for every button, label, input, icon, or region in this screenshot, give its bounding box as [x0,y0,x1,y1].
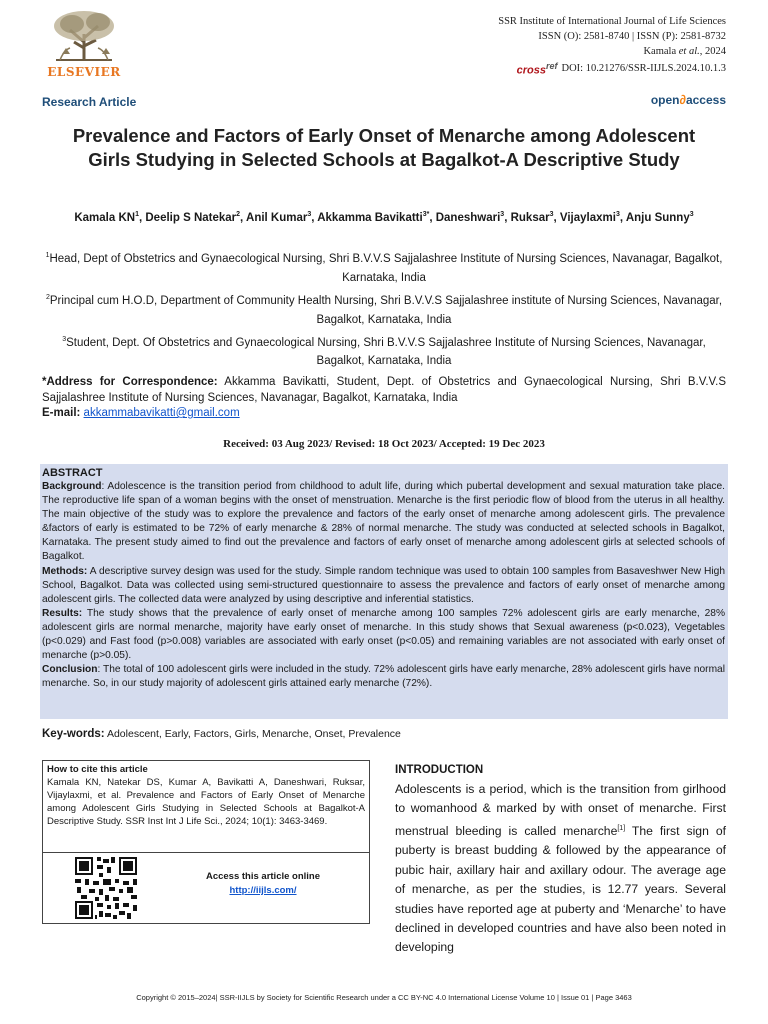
doi[interactable]: DOI: 10.21276/SSR-IIJLS.2024.10.1.3 [561,63,726,75]
open-lock-icon: ∂ [679,92,686,107]
access-label: Access this article online [205,871,321,882]
author-name: Ruksar [510,211,550,224]
affiliation-item: $^2$Principal cum H.O.D, Department of Community Health Nursing, Shri B.V.V.S Sajjalashree institute of Nursing Sciences, Navanagar, Bagalkot, Karnataka, India [45,293,723,326]
correspondence: *Address for Correspondence: Akkamma Bavikatti, Student, Dept. of Obstetrics and Gynaecological Nursing, Shri B.V.V.S Sajjalashree Institute of Nursing Sciences, Navanagar, Bagalkot, Karnataka, India [42,376,726,404]
article-type: Research Article [42,95,137,109]
author-list: Kamala $KN^1$, Deelip S Natekar$^2$, Anil Kumar$^3$, Akkamma Bavikatti$^{3*}$, Daneshwari$^3$, Ruksar$^3$, Vijaylaxmi$^3$, Anju Sunny$^3$ [74,211,694,224]
abstract-methods: Methods: A descriptive survey design was used for the study. Simple random technique was used to obtain 100 samples from Basaveshwer New High School, Bagalkot. Data was collected using semi-structured questionnaire to assess the prevalence and factors of early onset of menarche among adolescent girls. The collected data were analyzed by using descriptive and inferential statistics. [42,565,725,605]
author-name: Anju Sunny [625,211,690,224]
abstract-heading: ABSTRACT [42,467,103,479]
issn: ISSN (O): 2581-8740 | ISSN (P): 2581-8732 [538,31,726,42]
access-url-link[interactable]: http://iijls.com/ [229,885,297,896]
introduction-heading: INTRODUCTION [395,764,484,776]
author-name: Daneshwari [435,211,501,224]
keywords: Key-words: Adolescent, Early, Factors, Girls, Menarche, Onset, Prevalence [42,728,401,740]
abstract-background: Background: Adolescence is the transition period from childhood to adult life, during which pubertal development and sexual maturation take place. The reproductive life span of a woman begins with the onset of menstruation. Menarche is the first periodic flow of blood from the uterus in all healthy. The main objective of the study was to explore the prevalence and factors of the early onset of menarche among adolescent girls. The prevalence &factors of early is estimated to be 72% of early menarche & 28% of normal menarche. The study was conducted at selected schools in Bagalkot, Karnataka. The present study aimed to find out the prevalence and factors of early onset of menarche among adolescent girls at selected schools of Bagalkot. [42,481,725,563]
publisher-name: ELSEVIER [47,65,121,79]
affiliations [42,246,726,371]
author-affiliation-marker: 3 [549,211,554,218]
author-name: Vijaylaxmi [559,211,616,224]
doi-line [498,59,726,79]
author-affiliation-marker: 2 [236,211,241,218]
qr-code-icon[interactable] [73,855,139,921]
crossref-logo[interactable]: cross$^{ref}$ [516,61,558,77]
running-author: Kamala et al., 2024 [643,46,726,57]
cite-heading: How to cite this article [47,764,148,775]
abstract-conclusion: Conclusion: The total of 100 adolescent girls were included in the study. 72% adolescent girls have early menarche, 28% adolescent girls have normal menarche. So, in our study majority of adolescent girls attained early menarche (72%). [42,664,725,690]
cite-text-block [43,761,369,853]
page-footer: Copyright © 2015–2024| SSR-IIJLS by Society for Scientific Research under a CC BY-NC 4.0 International License Volume 10 | Issue 01 | Page 3463 [136,993,632,1002]
introduction-text: Adolescents is a period, which is the transition from girlhood to womanhood & marked by with onset of menarche. First menstrual bleeding is called menarche[1] The first sign of puberty is breast budding & followed by the appearance of pubic hair, axillary hair and axillary odour. The average age of menarche, as per the studies, is 12.77 years. Several studies have reported age at puberty and ‘Menarche’ to have declined in developed countries and have also been noted in developing [395,782,727,955]
author-name: Anil Kumar [246,211,308,224]
author-affiliation-marker: 1 [135,211,139,218]
reference-marker[interactable]: [1] [617,824,626,832]
introduction-section [395,762,726,958]
journal-name: SSR Institute of International Journal of Life Sciences [498,16,726,27]
affiliation-item: $^1$Head, Dept of Obstetrics and Gynaecological Nursing, Shri B.V.V.S Sajjalashree Institute of Nursing Sciences, Navanagar, Bagalkot, Karnataka, India [45,252,723,284]
author-name: Deelip S Natekar [145,211,237,224]
author-name: Akkamma Bavikatti [317,211,423,224]
author-affiliation-marker: 3* [422,211,430,218]
journal-header [498,14,726,79]
publication-dates: Received: 03 Aug 2023/ Revised: 18 Oct 2023/ Accepted: 19 Dec 2023 [223,438,545,450]
author-affiliation-marker: 3 [689,211,694,218]
article-title: Prevalence and Factors of Early Onset of Menarche among Adolescent Girls Studying in Selected Schools at Bagalkot-A Descriptive Study [72,125,696,170]
author-affiliation-marker: 3 [500,211,505,218]
abstract-box [40,464,728,719]
open-access-badge: open∂access [650,92,726,107]
affiliation-item: $^3$Student, Dept. Of Obstetrics and Gynaecological Nursing, Shri B.V.V.S Sajjalashree Institute of Nursing Sciences, Navanagar, Bagalkot, Karnataka, India [62,335,706,368]
author-affiliation-marker: 3 [615,211,620,218]
elsevier-logo [40,8,128,80]
elsevier-tree-icon [40,8,128,64]
author-name: Kamala KN [74,211,136,224]
abstract-results: Results: The study shows that the prevalence of early onset of menarche among 100 samples 72% adolescent girls are early menarche, 28% adolescent girls are normal menarche, majority have early onset of menarche. In this study shows that Sexual awareness (p<0.023), Vegetables (p<0.029) and Fast food (p>0.008) variables are associated with early onset (p<0.05) and remaining variables are not associated with early onset of menarche (p>0.05). [42,607,725,662]
author-affiliation-marker: 3 [307,211,312,218]
cite-access-block [43,853,369,923]
cite-text: Kamala KN, Natekar DS, Kumar A, Bavikatti A, Daneshwari, Ruksar, Vijaylaxmi, et al. Prevalence and Factors of Early Onset of Menarche among Adolescent Girls Studying in Selected Schools at Bagalkot-A Descriptive Study. SSR Inst Int J Life Sci., 2024; 10(1): 3463-3469. [47,777,365,827]
cite-box [42,760,370,924]
email-link[interactable]: akkammabavikatti@gmail.com [83,407,240,419]
email-line: E-mail: akkammabavikatti@gmail.com [42,407,240,419]
access-online [173,870,353,898]
